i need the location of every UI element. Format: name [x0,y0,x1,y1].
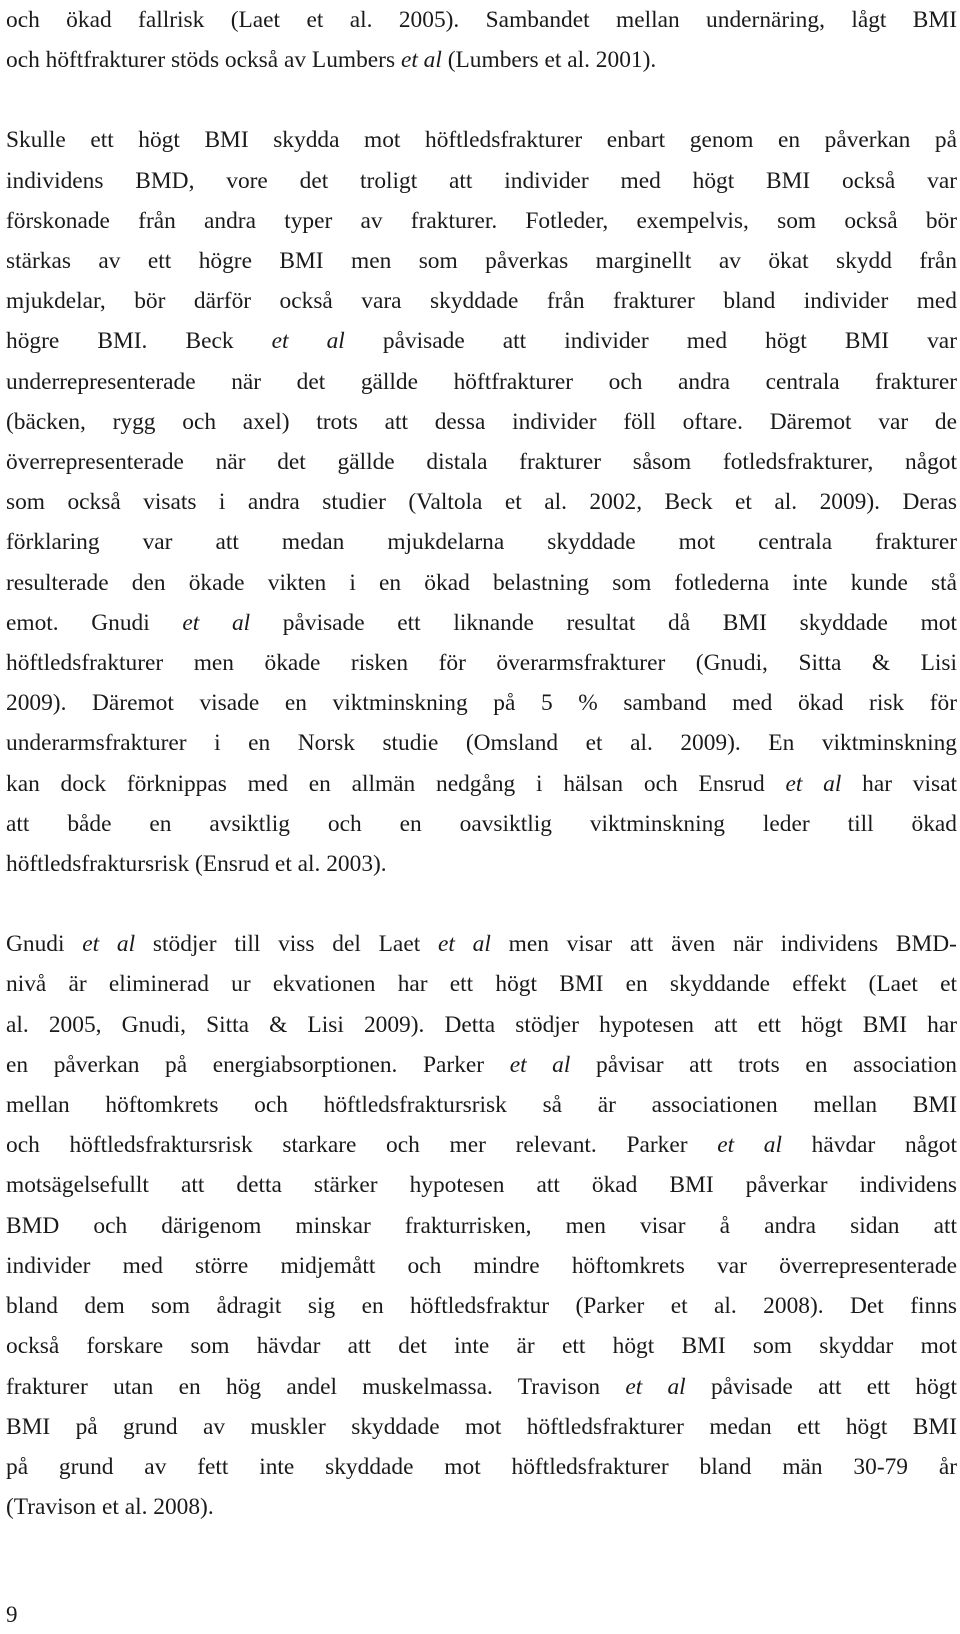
text-line: al. 2005, Gnudi, Sitta & Lisi 2009). Detta stödjer hypotesen att ett högt BMI har [6,1011,957,1038]
et-al-italic: et al [717,1132,782,1159]
et-al-italic: et al [437,931,491,958]
text-line: (bäcken, rygg och axel) trots att dessa individer föll oftare. Däremot var de [6,408,957,435]
text-line: förklaring var att medan mjukdelarna skyddade mot centrala frakturer [6,529,957,556]
et-al-italic: et al [625,1373,686,1400]
text-line: som också visats i andra studier (Valtola et al. 2002, Beck et al. 2009). Deras [6,489,957,516]
text-line: nivå är eliminerad ur ekvationen har ett högt BMI en skyddande effekt (Laet et [6,971,957,998]
text-line: och ökad fallrisk (Laet et al. 2005). Sambandet mellan undernäring, lågt BMI [6,7,957,33]
paragraph-2 [6,120,957,884]
text-line: underarmsfrakturer i en Norsk studie (Omsland et al. 2009). En viktminskning [6,730,957,757]
text-line: på grund av fett inte skyddade mot höftledsfrakturer bland män 30-79 år [6,1453,957,1480]
text-line: höftledsfrakturer men ökade risken för överarmsfrakturer (Gnudi, Sitta & Lisi [6,650,957,677]
text-line: en påverkan på energiabsorptionen. Parker et al påvisar att trots en association [6,1051,957,1078]
text-line: förskonade från andra typer av frakturer. Fotleder, exempelvis, som också bör [6,207,957,234]
text-line: individens BMD, vore det troligt att individer med högt BMI också var [6,167,957,194]
et-al-italic: et al [82,931,136,958]
text-line: (Travison et al. 2008). [6,1494,214,1521]
text-line: också forskare som hävdar att det inte är ett högt BMI som skyddar mot [6,1333,957,1360]
text-line: mjukdelar, bör därför också vara skyddade från frakturer bland individer med [6,288,957,315]
text-line: och höftfrakturer stöds också av Lumbers et al (Lumbers et al. 2001). [6,47,657,74]
text-line: resulterade den ökade vikten i en ökad belastning som fotlederna inte kunde stå [6,569,957,596]
text-line: överrepresenterade när det gällde distala frakturer såsom fotledsfrakturer, något [6,449,957,476]
et-al-italic: et al [271,328,345,355]
text-line: höftledsfraktursrisk (Ensrud et al. 2003). [6,851,387,878]
text-line: stärkas av ett högre BMI men som påverkas marginellt av ökat skydd från [6,248,957,275]
et-al-italic: et al [400,47,442,74]
text-line: BMD och därigenom minskar frakturrisken, men visar å andra sidan att [6,1212,957,1239]
text-line: 2009). Däremot visade en viktminskning på 5 % samband med ökad risk för [6,690,957,717]
paragraph-1 [6,0,957,80]
page-number: 9 [6,1602,18,1627]
text-line: individer med större midjemått och mindre höftomkrets var överrepresenterade [6,1252,957,1279]
text-line: kan dock förknippas med en allmän nedgång i hälsan och Ensrud et al har visat [6,770,957,797]
text-line: högre BMI. Beck et al påvisade att individer med högt BMI var [6,328,957,355]
text-line: mellan höftomkrets och höftledsfraktursrisk så är associationen mellan BMI [6,1092,957,1119]
text-line: och höftledsfraktursrisk starkare och mer relevant. Parker et al hävdar något [6,1132,957,1159]
et-al-italic: et al [509,1051,571,1078]
et-al-italic: et al [785,770,842,797]
paragraph-3 [6,924,957,1527]
text-line: frakturer utan en hög andel muskelmassa. Travison et al påvisade att ett högt [6,1373,957,1400]
text-line: emot. Gnudi et al påvisade ett liknande resultat då BMI skyddade mot [6,609,957,636]
text-line: Gnudi et al stödjer till viss del Laet et al men visar att även när individens BMD- [6,931,957,958]
text-line: bland dem som ådragit sig en höftledsfraktur (Parker et al. 2008). Det finns [6,1293,957,1320]
text-line: motsägelsefullt att detta stärker hypotesen att ökad BMI påverkar individens [6,1172,957,1199]
document-page [6,0,957,1527]
et-al-italic: et al [182,609,251,636]
text-line: att både en avsiktlig och en oavsiktlig viktminskning leder till ökad [6,810,957,837]
text-line: Skulle ett högt BMI skydda mot höftledsfrakturer enbart genom en påverkan på [6,127,957,154]
text-line: underrepresenterade när det gällde höftfrakturer och andra centrala frakturer [6,368,957,395]
text-line: BMI på grund av muskler skyddade mot höftledsfrakturer medan ett högt BMI [6,1413,957,1440]
